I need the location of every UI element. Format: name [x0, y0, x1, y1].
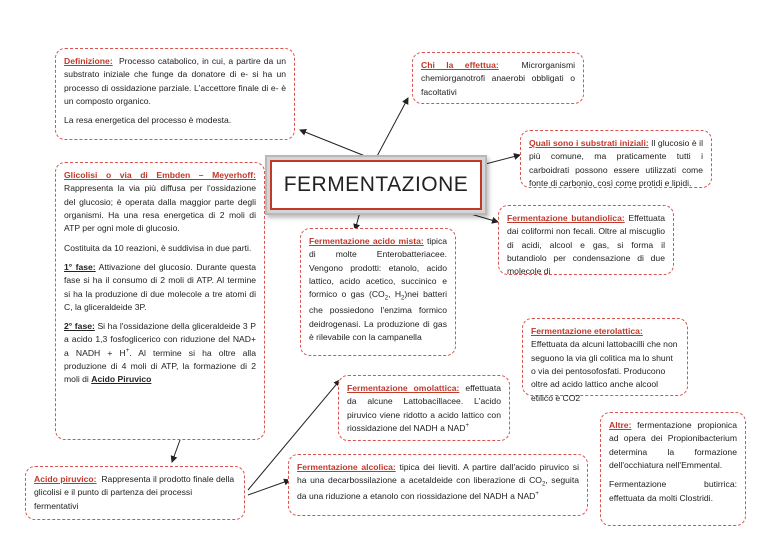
acido-mista-sub2: 2 — [401, 295, 405, 302]
alcolica-sub: 2 — [541, 482, 546, 489]
glicolisi-reazioni: Costituita da 10 reazioni, è suddivisa in due parti. — [64, 242, 252, 253]
altre-text: fermentazione propionica ad opera dei Propionibacterium determina la formazione dell'occhiatura nell'Emmental. — [609, 420, 737, 470]
acido-mista-text-a: tipica di molte Enterobatteriacee. Vengono prodotti: etanolo, acido lattico, acido acetico, succinico e formico o gas (CO — [309, 236, 448, 300]
altre-box — [600, 412, 746, 526]
fase2-sup: + — [125, 347, 130, 354]
arrow-to-definizione — [300, 130, 375, 160]
altre-butirrica: Fermentazione butirrica: effettuata da molti Clostridi. — [609, 479, 737, 503]
piruvico-heading: Acido piruvico: — [34, 474, 97, 484]
butandiolica-text: Effettuata dai coliformi non fecali. Oltre al miscuglio di acidi, alcool e gas, si forma il butandiolo per condensazione di due molecole di — [507, 213, 665, 277]
definizione-text: Processo catabolico, in cui, a partire da un substrato iniziale che funge da donatore di e- si ha un processo di ossidazione parziale. L'accettore finale di e- è un composto organico. — [64, 56, 286, 106]
omolattica-sup: + — [465, 423, 469, 430]
fase2-text-a: Si ha l'ossidazione della gliceraldeide 3 P a acido 1,3 fosfoglicerico con riduzione del NAD+ a NADH + H — [64, 321, 256, 358]
alcolica-box — [288, 454, 588, 516]
alcolica-text-b: , seguita da una riduzione a etanolo con riossidazione del NADH a NAD — [297, 475, 579, 502]
glicolisi-heading: Glicolisi o via di Embden – Meyerhoff: — [64, 170, 256, 180]
chi-heading: Chi la effettua: — [421, 60, 499, 70]
butandiolica-box — [498, 205, 674, 275]
substrati-heading: Quali sono i substrati iniziali: — [529, 138, 649, 148]
fase2-label: 2° fase: — [64, 321, 95, 332]
fase2-end: Acido Piruvico — [91, 374, 152, 385]
definizione-heading: Definizione: — [64, 56, 113, 66]
definizione-resa: La resa energetica del processo è modesta. — [64, 115, 232, 126]
glicolisi-box — [55, 162, 265, 440]
acido-mista-heading: Fermentazione acido mista: — [309, 236, 424, 246]
eterolattica-box — [522, 318, 688, 403]
alcolica-text-a: tipica dei lieviti. A partire dall'acido piruvico si ha una decarbossilazione a acetaldeide con liberazione di CO — [297, 462, 579, 486]
title-text: FERMENTAZIONE — [283, 173, 469, 196]
chi-box — [412, 52, 584, 104]
acido-mista-box: Fermentazione acido mista: tipica di molte Enterobatteriacee. Vengono prodotti: etanolo, acido lattico, acido acetico, succinico e formico o gas ($CO_2$, $H_2)nei$ batteri che possiedono l'enzima formico deidrogenasi. La produzione di gas è rilevabile con la campanella — [300, 228, 456, 356]
eterolattica-text: Effettuata da alcuni lattobacilli che non seguono la via gli colitica ma lo shunt o via dei pentosofosfati. Producono oltre ad acido lattico anche alcool etilico e CO2 — [531, 339, 678, 403]
fase2-text-b: . Al termine si ha oltre alla produzione di 4 moli di ATP, la formazione di 2 moli di — [64, 347, 256, 385]
piruvico-box — [25, 466, 245, 520]
substrati-box — [520, 130, 712, 188]
acido-mista-sub1: 2 — [384, 295, 389, 302]
fase1-text: Attivazione del glucosio. Durante questa fase si ha il consumo di 2 moli di ATP. Al termine si ha la produzione di due molecole a tre atomi di C, la gliceraldeide 3P. — [64, 261, 256, 312]
butandiolica-heading: Fermentazione butandiolica: — [507, 213, 625, 223]
eterolattica-heading: Fermentazione eterolattica: — [531, 326, 643, 336]
omolattica-box — [338, 375, 510, 441]
alcolica-sup: + — [535, 491, 539, 498]
chi-text: Microrganismi chemiorganotrofi anaerobi obbligati o facoltativi — [421, 60, 576, 97]
omolattica-text-a: effettuata da alcune Lattobacillacee. L'acido piruvico viene ridotto a acido lattico con riossidazione del NADH a NAD — [347, 383, 502, 433]
arrow-glicolisi-piruvico — [172, 440, 180, 462]
substrati-text: Il glucosio è il più comune, ma praticamente tutti i carboidrati possono essere utilizzati come fonte di carbonio, così come protidi e lipidi. — [529, 138, 703, 188]
altre-heading: Altre: — [609, 420, 632, 430]
definizione-box — [55, 48, 295, 140]
alcolica-heading: Fermentazione alcolica: — [297, 462, 396, 472]
omolattica-heading: Fermentazione omolattica: — [347, 383, 460, 393]
piruvico-text: Rappresenta il prodotto finale della glicolisi e il punto di partenza dei processi fermentativi — [34, 474, 235, 511]
arrow-to-chi — [375, 98, 408, 160]
title-box — [270, 160, 482, 210]
glicolisi-text: Rappresenta la via più diffusa per l'ossidazione del glucosio; è operata dalla maggior parte degli organismi. Ha una resa energetica di 2 moli di ATP per ogni mole di glucosio. — [64, 183, 256, 234]
fase1-label: 1° fase: — [64, 261, 96, 272]
acido-mista-text-b: )nei batteri che possiedono l'enzima formico deidrogenasi. La produzione di gas è rilevabile con la campanella — [309, 289, 447, 342]
